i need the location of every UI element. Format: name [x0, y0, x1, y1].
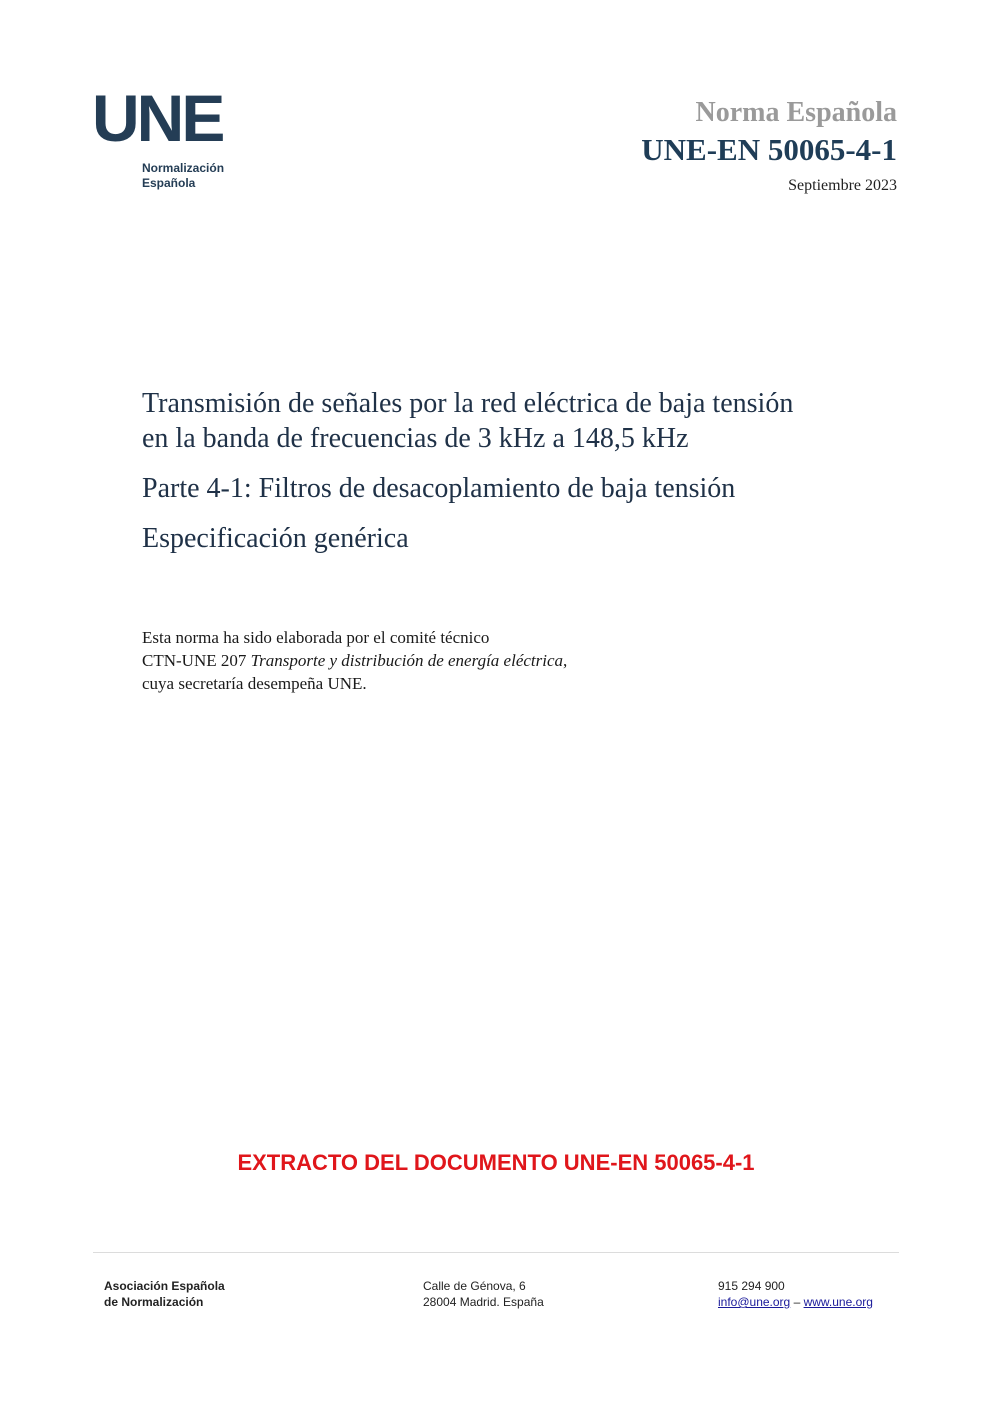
website-link[interactable]: www.une.org: [803, 1295, 873, 1309]
title-line-1: Transmisión de señales por la red eléctrica de baja tensión: [142, 388, 794, 419]
publication-date: Septiembre 2023: [788, 177, 897, 194]
email-link[interactable]: info@une.org: [718, 1295, 791, 1309]
committee-name: Transporte y distribución de energía eléctrica: [250, 651, 564, 670]
footer-contact: [718, 1278, 873, 1310]
logo-subtitle-line2: Española: [142, 176, 196, 190]
logo-subtitle-line1: Normalización: [142, 161, 225, 175]
extract-notice: EXTRACTO DEL DOCUMENTO UNE-EN 50065-4-1: [237, 1150, 755, 1175]
committee-code: CTN-UNE 207: [142, 651, 251, 670]
logo-subtitle: [142, 161, 224, 191]
committee-line-1: Esta norma ha sido elaborada por el comité técnico: [142, 628, 490, 647]
footer-links: [718, 1294, 873, 1310]
une-logo: [92, 81, 252, 198]
links-separator: –: [790, 1295, 804, 1309]
footer-address: [423, 1278, 544, 1310]
title-main: [142, 386, 922, 456]
title-part: Parte 4-1: Filtros de desacoplamiento de baja tensión: [142, 473, 736, 504]
document-title: [142, 386, 922, 556]
footer-address-line-1: Calle de Génova, 6: [423, 1279, 526, 1293]
committee-comma: ,: [563, 651, 568, 670]
footer-organization: [104, 1278, 225, 1310]
norma-label: Norma Española: [695, 97, 897, 128]
committee-line-2: [142, 649, 567, 672]
standard-header: [641, 96, 897, 195]
footer-phone: 915 294 900: [718, 1279, 785, 1293]
title-line-2: en la banda de frecuencias de 3 kHz a 148,5 kHz: [142, 423, 689, 454]
logo-mark: UNE: [92, 81, 223, 155]
footer-org-line-1: Asociación Española: [104, 1279, 225, 1293]
title-spec: Especificación genérica: [142, 523, 409, 554]
footer-address-line-2: 28004 Madrid. España: [423, 1295, 544, 1309]
committee-line-3: cuya secretaría desempeña UNE.: [142, 674, 367, 693]
footer-divider: [93, 1252, 899, 1253]
committee-note: [142, 626, 567, 695]
norma-code: UNE-EN 50065-4-1: [641, 132, 897, 167]
footer-org-line-2: de Normalización: [104, 1295, 204, 1309]
